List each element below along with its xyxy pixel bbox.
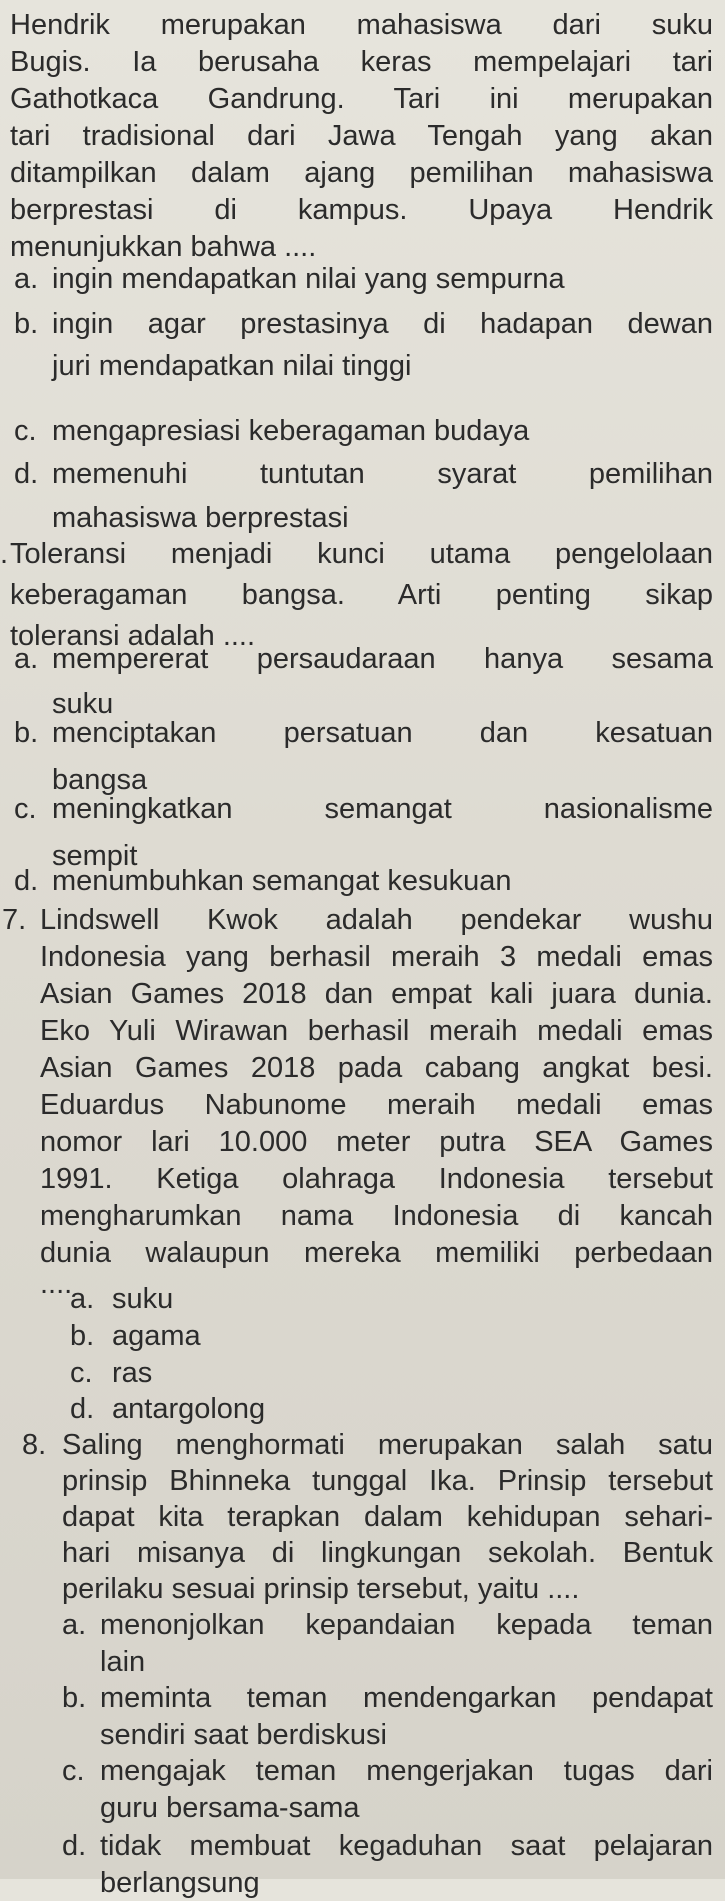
question-8-stem-line: prinsip Bhinneka tunggal Ika. Prinsip tersebut	[62, 1465, 713, 1497]
option-text: suku	[112, 1283, 174, 1315]
option-label: c.	[70, 1357, 93, 1389]
option-text: ingin agar prestasinya di hadapan dewan	[52, 308, 713, 340]
option-label: d.	[14, 865, 39, 897]
option-text: agama	[112, 1320, 201, 1352]
question-8-stem-line: hari misanya di lingkungan sekolah. Bentuk	[62, 1537, 713, 1569]
option-text: memenuhi tuntutan syarat pemilihan	[52, 458, 713, 490]
question-6-option-d[interactable]	[0, 864, 725, 899]
question-7-stem-line: nomor lari 10.000 meter putra SEA Games	[40, 1126, 713, 1158]
question-7-stem-line: Lindswell Kwok adalah pendekar wushu	[40, 904, 713, 936]
question-6-option-c[interactable]	[0, 792, 725, 874]
option-text: ingin mendapatkan nilai yang sempurna	[52, 263, 565, 295]
question-5-stem-line: menunjukkan bahwa ....	[10, 231, 317, 263]
question-7-stem-line: Asian Games 2018 dan empat kali juara dunia.	[40, 978, 713, 1010]
question-6	[0, 537, 725, 654]
question-7-stem-line: 1991. Ketiga olahraga Indonesia tersebut	[40, 1163, 713, 1195]
question-7-stem-line: Eko Yuli Wirawan berhasil meraih medali emas	[40, 1015, 713, 1047]
question-7-stem-line: ....	[40, 1268, 73, 1300]
option-label: d.	[14, 458, 39, 490]
question-8-option-d[interactable]	[0, 1829, 725, 1901]
option-label: a.	[62, 1609, 87, 1641]
option-text: bangsa	[52, 764, 148, 796]
option-text: sendiri saat berdiskusi	[100, 1719, 387, 1751]
question-7-stem-line: Asian Games 2018 pada cabang angkat besi.	[40, 1052, 713, 1084]
question-5-stem-line: berprestasi di kampus. Upaya Hendrik	[10, 194, 713, 226]
question-5-stem-line: ditampilkan dalam ajang pemilihan mahasiswa	[10, 157, 713, 189]
option-text: mahasiswa berprestasi	[52, 502, 349, 534]
question-7-stem-line: Eduardus Nabunome meraih medali emas	[40, 1089, 713, 1121]
option-text: meningkatkan semangat nasionalisme	[52, 793, 713, 825]
option-text: mengapresiasi keberagaman budaya	[52, 415, 530, 447]
option-text: lain	[100, 1646, 146, 1678]
question-8-stem-line: Saling menghormati merupakan salah satu	[62, 1429, 713, 1461]
question-6-option-b[interactable]	[0, 716, 725, 798]
option-label: c.	[14, 793, 37, 825]
question-7-option-a[interactable]	[0, 1282, 725, 1317]
question-5-stem-line: Hendrik merupakan mahasiswa dari suku	[10, 9, 713, 41]
question-number: .	[0, 538, 9, 570]
option-label: a.	[70, 1283, 95, 1315]
question-5-stem-line: Gathotkaca Gandrung. Tari ini merupakan	[10, 83, 713, 115]
option-text: guru bersama-sama	[100, 1792, 360, 1824]
question-5-option-c[interactable]	[0, 414, 725, 449]
option-text: menumbuhkan semangat kesukuan	[52, 865, 512, 897]
question-8-option-b[interactable]	[0, 1681, 725, 1753]
option-text: ras	[112, 1357, 153, 1389]
option-label: d.	[62, 1830, 87, 1862]
option-label: d.	[70, 1393, 95, 1425]
option-text: mempererat persaudaraan hanya sesama	[52, 643, 713, 675]
question-7-option-d[interactable]	[0, 1392, 725, 1427]
question-8-option-c[interactable]	[0, 1754, 725, 1826]
option-text: suku	[52, 688, 114, 720]
option-text: antargolong	[112, 1393, 266, 1425]
option-label: b.	[70, 1320, 95, 1352]
option-text: mengajak teman mengerjakan tugas dari	[100, 1755, 713, 1787]
question-7-stem-line: Indonesia yang berhasil meraih 3 medali emas	[40, 941, 713, 973]
option-label: a.	[14, 263, 39, 295]
option-label: b.	[14, 308, 39, 340]
question-8-option-a[interactable]	[0, 1608, 725, 1680]
question-5-option-d[interactable]	[0, 457, 725, 536]
question-7-stem-line: dunia walaupun mereka memiliki perbedaan	[40, 1237, 713, 1269]
question-5-stem-line: Bugis. Ia berusaha keras mempelajari tari	[10, 46, 713, 78]
question-6-stem-line: toleransi adalah ....	[10, 620, 256, 652]
question-number: 8.	[22, 1429, 47, 1461]
question-7-option-c[interactable]	[0, 1356, 725, 1391]
question-5-option-a[interactable]	[0, 262, 725, 297]
option-label: c.	[14, 415, 37, 447]
question-6-option-a[interactable]	[0, 642, 725, 722]
question-7-stem-line: mengharumkan nama Indonesia di kancah	[40, 1200, 713, 1232]
option-label: b.	[62, 1682, 87, 1714]
question-5-stem-line: tari tradisional dari Jawa Tengah yang akan	[10, 120, 713, 152]
option-text: menciptakan persatuan dan kesatuan	[52, 717, 713, 749]
question-7-option-b[interactable]	[0, 1319, 725, 1354]
question-5	[0, 8, 725, 265]
question-8-stem-line: dapat kita terapkan dalam kehidupan sehari-	[62, 1501, 713, 1533]
question-5-option-b[interactable]	[0, 307, 725, 384]
option-label: b.	[14, 717, 39, 749]
option-label: a.	[14, 643, 39, 675]
question-6-stem-line: keberagaman bangsa. Arti penting sikap	[10, 579, 713, 611]
option-text: tidak membuat kegaduhan saat pelajaran	[100, 1830, 713, 1862]
option-text: berlangsung	[100, 1867, 260, 1899]
question-number: 7.	[2, 904, 27, 936]
option-text: menonjolkan kepandaian kepada teman	[100, 1609, 713, 1641]
question-7	[0, 903, 725, 1302]
option-text: juri mendapatkan nilai tinggi	[52, 350, 412, 382]
question-8	[0, 1428, 725, 1607]
option-label: c.	[62, 1755, 85, 1787]
option-text: sempit	[52, 840, 138, 872]
question-6-stem-line: Toleransi menjadi kunci utama pengelolaan	[10, 538, 713, 570]
option-text: meminta teman mendengarkan pendapat	[100, 1682, 713, 1714]
question-8-stem-line: perilaku sesuai prinsip tersebut, yaitu ....	[62, 1573, 580, 1605]
